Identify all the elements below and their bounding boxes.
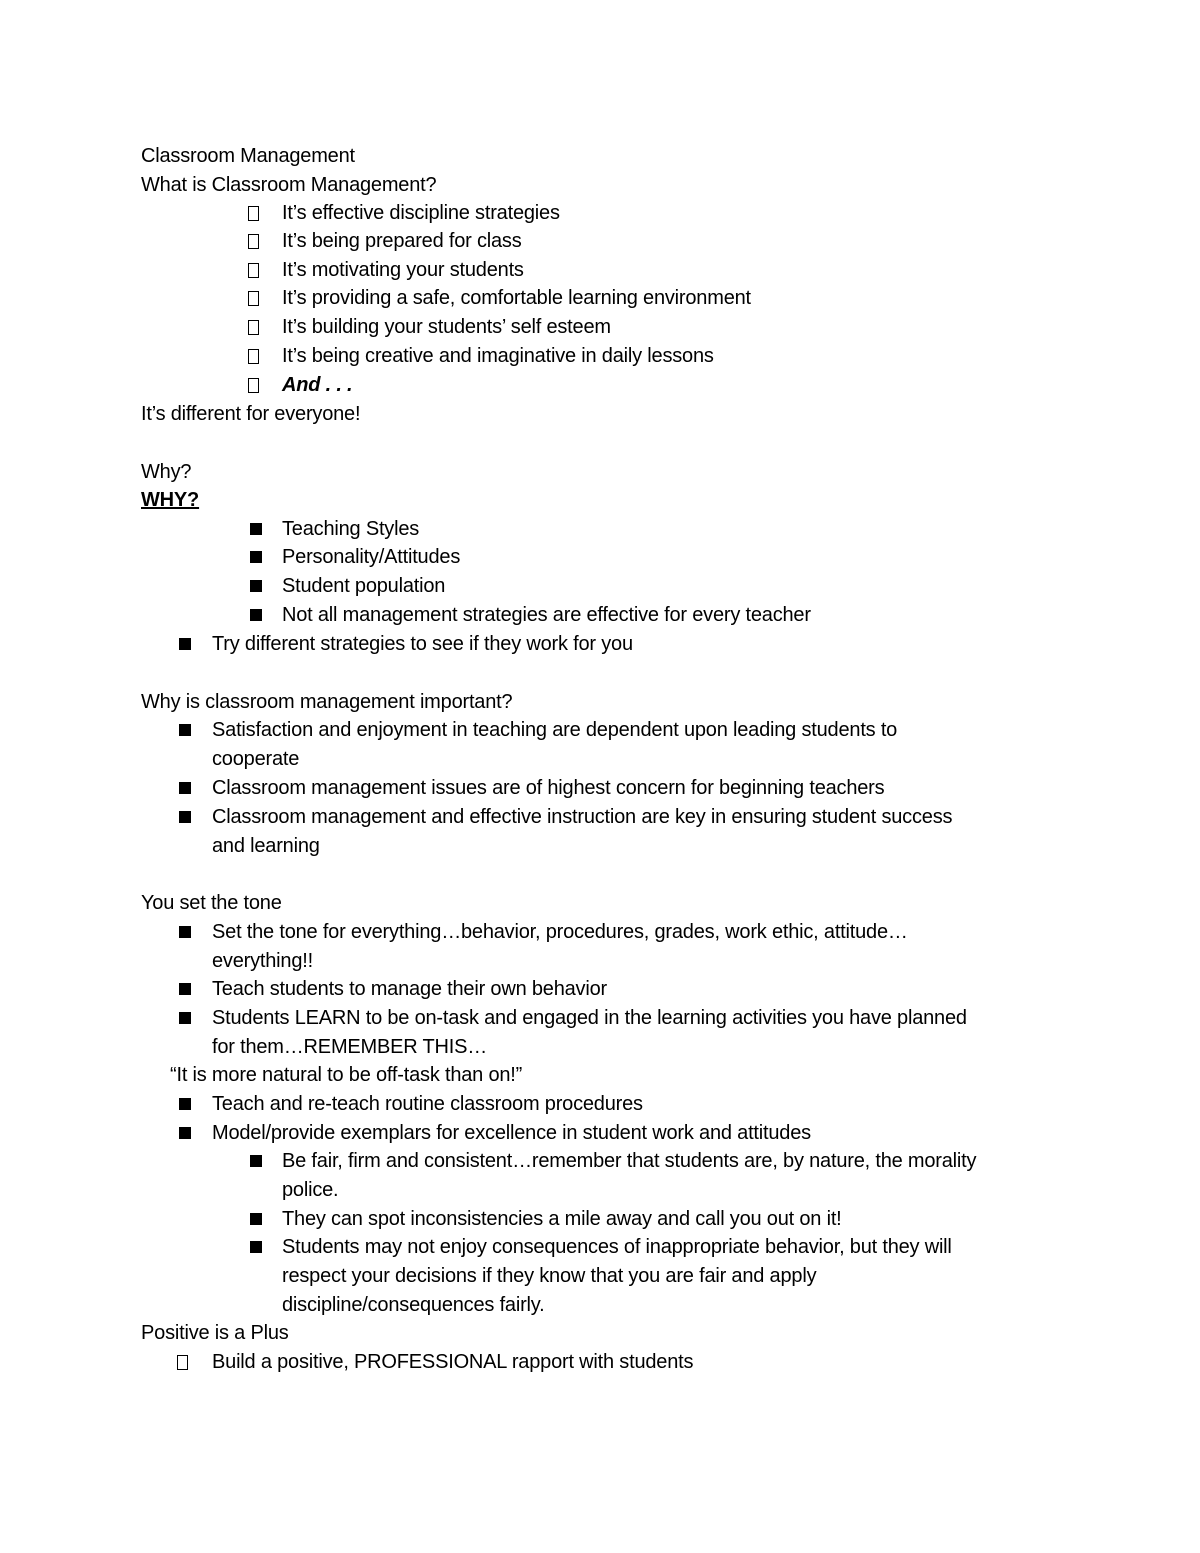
list-item-continuation: respect your decisions if they know that you are fair and apply [282,1265,817,1287]
list-item-continuation: for them…REMEMBER THIS… [212,1036,488,1058]
square-bullet-icon [179,1127,191,1139]
list-item: It’s effective discipline strategies [282,202,560,224]
square-bullet-icon [179,638,191,650]
list-item: Teaching Styles [282,518,420,540]
missing-glyph-bullet-icon [248,291,259,306]
list-item: Be fair, firm and consistent…remember that students are, by nature, the morality [282,1150,977,1172]
missing-glyph-bullet-icon [248,349,259,364]
missing-glyph-bullet-icon [248,320,259,335]
list-item: Students LEARN to be on-task and engaged in the learning activities you have planned [212,1007,967,1029]
quote: “It is more natural to be off-task than on!” [170,1064,523,1086]
list-item: Not all management strategies are effective for every teacher [282,604,811,626]
list-item: Model/provide exemplars for excellence in student work and attitudes [212,1122,811,1144]
list-item: Teach and re-teach routine classroom procedures [212,1093,643,1115]
square-bullet-icon [250,551,262,563]
missing-glyph-bullet-icon [248,378,259,393]
list-item: Student population [282,575,446,597]
list-item: Satisfaction and enjoyment in teaching are dependent upon leading students to [212,719,898,741]
list-item: Classroom management and effective instruction are key in ensuring student success [212,806,953,828]
section-heading-what: What is Classroom Management? [141,174,437,196]
square-bullet-icon [250,1213,262,1225]
list-item: And . . . [282,374,353,396]
paragraph-different: It’s different for everyone! [141,403,361,425]
list-item-continuation: cooperate [212,748,300,770]
list-item-continuation: and learning [212,835,320,857]
section-heading-why: Why? [141,461,192,483]
missing-glyph-bullet-icon [248,263,259,278]
square-bullet-icon [250,1155,262,1167]
list-item: It’s building your students’ self esteem [282,316,611,338]
square-bullet-icon [179,983,191,995]
document-title: Classroom Management [141,145,355,167]
list-item-continuation: police. [282,1179,339,1201]
list-item: Set the tone for everything…behavior, procedures, grades, work ethic, attitude… [212,921,908,943]
square-bullet-icon [179,782,191,794]
square-bullet-icon [250,523,262,535]
list-item: Teach students to manage their own behavior [212,978,607,1000]
list-item-continuation: discipline/consequences fairly. [282,1294,545,1316]
square-bullet-icon [250,580,262,592]
square-bullet-icon [179,926,191,938]
square-bullet-icon [250,609,262,621]
list-item: Try different strategies to see if they work for you [212,633,633,655]
square-bullet-icon [179,811,191,823]
missing-glyph-bullet-icon [177,1355,188,1370]
list-item: It’s motivating your students [282,259,524,281]
list-item: Students may not enjoy consequences of inappropriate behavior, but they will [282,1236,952,1258]
square-bullet-icon [250,1241,262,1253]
list-item: Personality/Attitudes [282,546,461,568]
section-heading-tone: You set the tone [141,892,282,914]
section-heading-important: Why is classroom management important? [141,691,513,713]
square-bullet-icon [179,724,191,736]
list-item: Classroom management issues are of highest concern for beginning teachers [212,777,885,799]
missing-glyph-bullet-icon [248,234,259,249]
list-item: Build a positive, PROFESSIONAL rapport with students [212,1351,694,1373]
list-item: It’s being creative and imaginative in daily lessons [282,345,714,367]
missing-glyph-bullet-icon [248,206,259,221]
list-item: It’s providing a safe, comfortable learning environment [282,287,751,309]
section-heading-why-bold: WHY? [141,489,200,511]
square-bullet-icon [179,1012,191,1024]
list-item: They can spot inconsistencies a mile away and call you out on it! [282,1208,842,1230]
list-item-continuation: everything!! [212,950,313,972]
list-item: It’s being prepared for class [282,230,522,252]
section-heading-positive: Positive is a Plus [141,1322,289,1344]
square-bullet-icon [179,1098,191,1110]
